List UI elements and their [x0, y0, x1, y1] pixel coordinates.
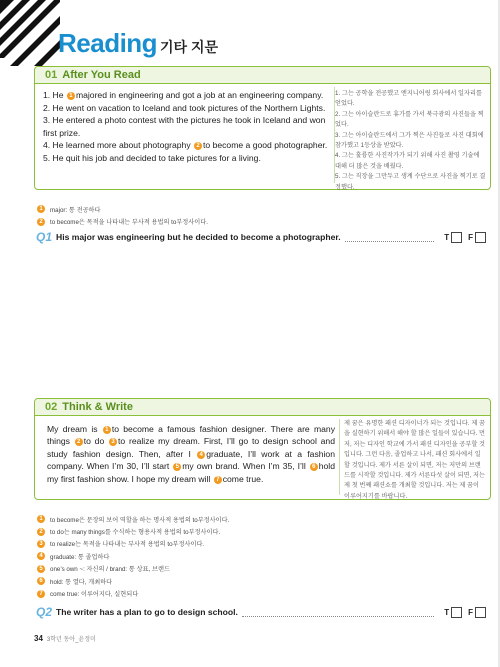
- english-paragraph: [47, 423, 335, 485]
- sentence-text: majored in engineering and got a job at an engineering company.: [75, 90, 324, 100]
- note-text: graduate: 통 졸업하다: [50, 553, 110, 561]
- note-item: [36, 575, 476, 587]
- number-marker: 3: [37, 540, 45, 548]
- paragraph-text: my own brand. When I’m 35, I’ll: [182, 461, 309, 472]
- korean-translation-list: [335, 89, 487, 193]
- question-label: Q1: [36, 230, 53, 244]
- number-marker: 1: [67, 92, 75, 100]
- note-text: to realize는 목적을 나타내는 부사적 용법의 to부정사이다.: [50, 541, 205, 549]
- sentence-text: 3. He entered a photo contest with the pictures he took in Iceland and won first prize.: [43, 115, 326, 138]
- paragraph-text: to do: [83, 436, 109, 447]
- question-text: The writer has a plan to go to design school.: [56, 607, 238, 617]
- number-marker: 2: [75, 438, 83, 446]
- number-marker: 1: [37, 205, 45, 213]
- section-tab: [45, 69, 141, 81]
- sentence-text: 4. He learned more about photography: [43, 140, 194, 151]
- paragraph-text: hold my first fashion show. I hope my dream will: [47, 461, 335, 484]
- number-marker: 1: [103, 426, 111, 434]
- true-checkbox[interactable]: [451, 607, 462, 618]
- header-stripes-decoration: [0, 0, 60, 72]
- note-item: [36, 550, 476, 562]
- footer-text: 3학년 동아_윤정미: [46, 637, 96, 643]
- sentence-text: 5. He quit his job and decided to take pictures for a living.: [43, 152, 261, 163]
- paragraph-text: graduate, I’ll work at a fashion company. When I’m 30, I’ll start: [47, 448, 335, 472]
- number-marker: 4: [37, 552, 45, 560]
- section-header: [35, 399, 490, 416]
- number-marker: 6: [310, 463, 318, 471]
- false-label: F: [468, 607, 473, 617]
- number-marker: 5: [173, 463, 181, 471]
- false-option[interactable]: [468, 607, 486, 618]
- number-marker: 3: [109, 438, 117, 446]
- note-text: to do는 many things를 수식하는 형용사적 용법의 to부정사이다.: [50, 529, 221, 537]
- note-item: [36, 513, 476, 525]
- number-marker: 2: [194, 142, 202, 150]
- sentence-text: 1. He: [43, 90, 66, 100]
- section-think-and-write: [34, 398, 491, 500]
- note-item: [36, 215, 476, 227]
- section-header: [35, 67, 490, 84]
- number-marker: 7: [37, 590, 45, 598]
- sentence-item: [43, 139, 335, 152]
- number-marker: 6: [37, 577, 45, 585]
- paragraph-text: My dream is: [47, 424, 102, 434]
- note-item: [36, 525, 476, 537]
- section-name: After You Read: [62, 69, 141, 81]
- true-option[interactable]: [444, 232, 462, 243]
- false-checkbox[interactable]: [475, 607, 486, 618]
- dotted-leader: [242, 608, 434, 617]
- page-subtitle: 기타 지문: [160, 39, 218, 55]
- true-label: T: [444, 232, 450, 242]
- sentence-text: 2. He went on vacation to Iceland and took pictures of the Northern Lights.: [43, 102, 326, 113]
- false-option[interactable]: [468, 232, 486, 243]
- english-sentence-list: [43, 89, 335, 165]
- question-label: Q2: [36, 605, 53, 619]
- translation-item: 3. 그는 아이슬란드에서 그가 찍은 사진들로 사진 대회에 참가했고 1등상을 받았다.: [335, 131, 484, 150]
- translation-item: 1. 그는 공학을 전공했고 엔지니어링 회사에서 일자리를 얻었다.: [335, 90, 482, 108]
- number-marker: 4: [197, 451, 205, 459]
- false-label: F: [468, 232, 473, 242]
- sentence-item: [43, 152, 335, 165]
- sentence-item: [43, 89, 335, 102]
- section-tab: [45, 401, 133, 413]
- true-label: T: [444, 607, 450, 617]
- question-text: His major was engineering but he decided to become a photographer.: [56, 232, 341, 242]
- note-text: come true: 이루어지다, 실현되다: [50, 591, 139, 599]
- page-footer: [34, 634, 96, 643]
- section-number: 02: [45, 401, 58, 413]
- note-item: [36, 563, 476, 575]
- note-text: to become은 문장의 보어 역할을 하는 명사적 용법의 to부정사이다.: [50, 516, 230, 524]
- question-1: [36, 230, 486, 244]
- paragraph-text: to realize my dream. First, I’ll go to design school and study fashion design. Then, after I: [47, 436, 335, 459]
- vocab-notes: [36, 203, 476, 228]
- section-number: 01: [45, 69, 58, 81]
- note-item: [36, 587, 476, 599]
- true-option[interactable]: [444, 607, 462, 618]
- page-number: 34: [34, 634, 43, 643]
- number-marker: 5: [37, 565, 45, 573]
- note-text: hold: 통 열다, 개최하다: [50, 578, 113, 586]
- sentence-item: [43, 102, 335, 115]
- number-marker: 1: [37, 515, 45, 523]
- number-marker: 7: [214, 476, 222, 484]
- note-text: one’s own ~: 자신의 / brand: 통 상표, 브랜드: [50, 566, 170, 574]
- true-checkbox[interactable]: [451, 232, 462, 243]
- number-marker: 2: [37, 218, 45, 226]
- column-divider: [339, 419, 340, 495]
- page-title: Reading: [58, 28, 158, 58]
- question-2: [36, 605, 486, 619]
- note-text: to become은 목적을 나타내는 부사적 용법의 to부정사이다.: [50, 219, 208, 227]
- vocab-notes: [36, 513, 476, 600]
- note-item: [36, 203, 476, 215]
- note-item: [36, 538, 476, 550]
- translation-item: 2. 그는 아이슬란드로 휴가를 가서 북극광의 사진들을 찍었다.: [335, 110, 484, 129]
- paragraph-text: come true.: [222, 473, 264, 484]
- note-text: major: 통 전공하다: [50, 206, 101, 214]
- translation-item: 4. 그는 훌륭한 사진작가가 되기 위해 사진 촬영 기술에 대해 더 많은 것을 배웠다.: [335, 152, 480, 170]
- section-after-you-read: [34, 66, 491, 190]
- korean-translation: 제 꿈은 유명한 패션 디자이너가 되는 것입니다. 제 꿈을 실현하기 위해서 해야 할 많은 일들이 있습니다. 먼저, 저는 디자인 학교에 가서 패션 디자인을 공부할 것입니다. 그런 다음, 졸업하고 나서, 패션 회사에서 일할 것입니다. 제가 서른 살이 되면, 저는 저만의 브랜드를 시작할 것입니다. 제가 서른다섯 살이 되면, 저는 제 첫 번째 패션쇼를 개최할 것입니다. 저는 제 꿈이 이루어지기를 바랍니다.: [344, 420, 485, 500]
- section-name: Think & Write: [62, 401, 133, 413]
- number-marker: 2: [37, 528, 45, 536]
- sentence-text: to become a good photographer.: [203, 140, 328, 151]
- dotted-leader: [345, 233, 435, 242]
- sentence-item: [43, 114, 335, 139]
- false-checkbox[interactable]: [475, 232, 486, 243]
- translation-item: 5. 그는 직장을 그만두고 생계 수단으로 사진을 찍기로 결정했다.: [335, 173, 486, 191]
- paragraph-text: to become a famous fashion designer. There are many things: [47, 424, 335, 447]
